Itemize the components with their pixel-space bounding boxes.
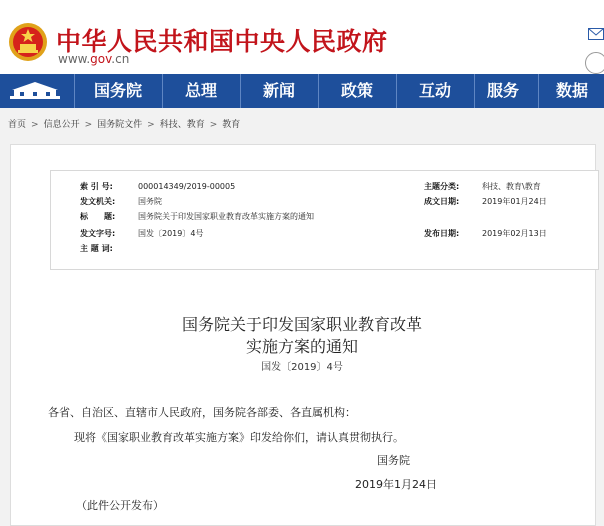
document-note: （此件公开发布） [76, 499, 164, 512]
national-emblem-icon[interactable] [8, 22, 48, 62]
breadcrumb-science-education[interactable]: 科技、教育 [159, 120, 205, 130]
nav-item-news[interactable]: 新闻 [262, 81, 295, 100]
site-header [0, 0, 604, 74]
breadcrumb-state-council-docs[interactable]: 国务院文件 [97, 120, 143, 130]
meta-title-label: 标 题: [80, 212, 116, 221]
search-icon[interactable] [585, 52, 604, 74]
url-suffix: .cn [111, 52, 130, 66]
breadcrumb-separator: > [209, 120, 218, 130]
meta-publish-value: 2019年02月13日 [482, 229, 547, 238]
breadcrumb-education[interactable]: 教育 [222, 120, 241, 130]
nav-item-data[interactable]: 数据 [555, 81, 588, 100]
nav-item-state-council[interactable]: 国务院 [93, 81, 142, 100]
breadcrumb-home[interactable]: 首页 [8, 120, 27, 130]
document-number: 国发〔2019〕4号 [261, 362, 343, 373]
url-domain: gov [90, 52, 112, 66]
meta-title-value: 国务院关于印发国家职业教育改革实施方案的通知 [138, 212, 314, 221]
site-title[interactable]: 中华人民共和国中央人民政府 [56, 27, 388, 56]
meta-keywords [80, 243, 138, 254]
meta-written-date [424, 196, 547, 207]
document-date: 2019年1月24日 [355, 478, 437, 491]
document-title-line2: 实施方案的通知 [245, 337, 358, 356]
meta-issuer [80, 196, 162, 207]
breadcrumb-separator: > [84, 120, 93, 130]
meta-publish-date [424, 228, 547, 239]
meta-docno-label: 发文字号: [80, 229, 116, 238]
meta-issuer-value: 国务院 [138, 197, 162, 206]
nav-item-policy[interactable]: 政策 [340, 81, 373, 100]
meta-category [424, 181, 541, 192]
nav-item-services[interactable]: 服务 [486, 81, 519, 100]
breadcrumb-separator: > [31, 120, 39, 130]
document-body: 现将《国家职业教育改革实施方案》印发给你们，请认真贯彻执行。 [74, 431, 404, 444]
document-signer: 国务院 [377, 454, 410, 467]
breadcrumb [8, 117, 240, 130]
nav-item-interaction[interactable]: 互动 [418, 81, 451, 100]
document-salutation: 各省、自治区、直辖市人民政府，国务院各部委、各直属机构： [48, 406, 356, 419]
meta-category-label: 主题分类: [424, 182, 460, 191]
meta-index-value: 000014349/2019-00005 [138, 182, 236, 191]
meta-docno-value: 国发〔2019〕4号 [138, 229, 204, 238]
document-title-line1: 国务院关于印发国家职业教育改革 [181, 315, 422, 334]
meta-category-value: 科技、教育\教育 [482, 182, 541, 191]
meta-index-label: 索 引 号: [80, 182, 113, 191]
meta-written-value: 2019年01月24日 [482, 197, 547, 206]
main-nav [0, 74, 604, 108]
nav-item-premier[interactable]: 总理 [184, 81, 217, 100]
meta-publish-label: 发布日期: [424, 229, 460, 238]
breadcrumb-separator: > [147, 120, 155, 130]
meta-doc-number [80, 228, 203, 239]
meta-written-label: 成文日期: [424, 197, 460, 206]
meta-issuer-label: 发文机关: [80, 197, 116, 206]
breadcrumb-info-disclosure[interactable]: 信息公开 [43, 120, 80, 130]
meta-index [80, 181, 235, 192]
url-prefix: www. [58, 52, 91, 66]
home-gate-icon[interactable] [6, 78, 64, 104]
meta-keywords-label: 主 题 词: [80, 244, 113, 253]
meta-title [80, 211, 314, 222]
site-url[interactable] [58, 52, 129, 66]
mail-icon[interactable] [588, 28, 604, 40]
nav-divider [74, 74, 75, 108]
nav-divider [538, 74, 539, 108]
